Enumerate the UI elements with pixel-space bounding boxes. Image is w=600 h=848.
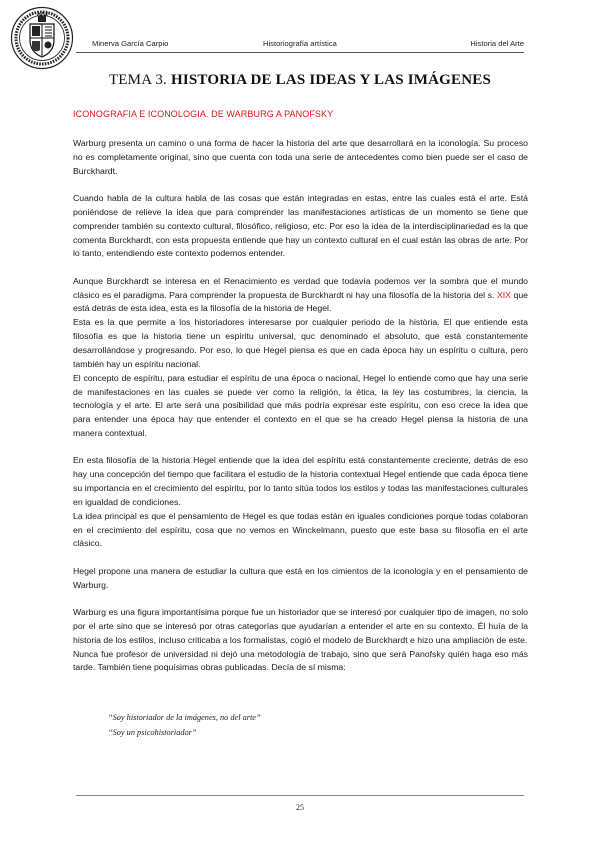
header-divider — [76, 52, 524, 53]
document-body — [73, 137, 528, 675]
title-number: TEMA 3. — [108, 72, 168, 88]
header-author: Minerva García Carpio — [92, 39, 169, 48]
quote: “Soy un psicohistoriador” — [108, 728, 197, 737]
section-subtitle: ICONOGRAFIA E ICONOLOGIA. DE WARBURG A PANOFSKY — [73, 109, 334, 119]
paragraph: Cuando habla de la cultura habla de las cosas que están integradas en estas, entre las cuales está el arte. Está poniéndose de relieve la idea que para comprender las manifestaciones artísticas de un momento se tiene que comprender también su contexto cultural, filosófico, religioso, etc. Por eso la idea de la interdisciplinariedad es la que comenta Burckhardt, con esta propuesta entiende que hay un contexto cultural en el cual están las obras de arte. Por lo tanto, entendiendo este contexto podemos entender. — [73, 193, 528, 259]
quote: “Soy historiador de la imágenes, no del arte” — [108, 713, 261, 722]
paragraph — [73, 275, 528, 317]
paragraph: Warburg es una figura importantísima porque fue un historiador que se interesó por cualquier tipo de imagen, no solo por el arte sino que se interesó por otras categorías que ayudarían a entender el arte en su contexto. Él huía de la historia de los estilos, incluso criticaba a los formalistas, cogió el modelo de Burckhardt e hizo una ampliación de este. — [73, 606, 528, 645]
header-subject: Historiografía artística — [263, 39, 337, 48]
paragraph: Hegel propone una manera de estudiar la cultura que está en los cimientos de la iconología y en el pensamiento de Warburg. — [73, 565, 528, 590]
century-highlight: XIX — [496, 289, 511, 300]
paragraph: El concepto de espíritu, para estudiar el espíritu de una época o nacional, Hegel lo entiende como que hay una serie de manifestaciones en las cuales se puede ver como la religión, la ética, la ley las costumbres, la ciencia, la tecnología y el arte. El arte será una posibilidad que más podría expresar este espíritu, con eso crece la idea que para entender una época hay que entender el contexto en el que se ha creado Hegel piensa la historia de una manera contextual. — [73, 372, 528, 439]
page-title — [0, 72, 600, 89]
paragraph: Nunca fue profesor de universidad ni dejó una metodología de trabajo, sino que será Panofsky quién haga eso más tarde. También tiene poquísimas obras publicadas. Decía de sí misma: — [73, 648, 528, 673]
footer-divider — [76, 795, 524, 796]
paragraph: En esta filosofía de la historia Hegel entiende que la idea del espíritu está constantemente creciente, detrás de eso hay una concepción del tiempo que facilitara el estudio de la historia contextual Hegel entiende que cada época tiene su importancia en el crecimiento del espíritu, por lo tanto sitúa todos los estilos y todas las manifestaciones culturales en igualdad de condiciones. — [73, 455, 528, 507]
header-course: Historia del Arte — [470, 39, 524, 48]
paragraph: Esta es la que permite a los historiadores interesarse por cualquier periodo de la història. El que entiende esta filosofía es que la historia tiene un espíritu universal, quc denominado el absoluto, que está constantemente desarrollándose y progresando. Por eso, lo que Hegel piensa es que en cada época hay un espíritu o cultura, pero también hay un espíritu nacional. — [73, 317, 528, 369]
quotes-block — [108, 710, 261, 740]
paragraph: La idea principal es que el pensamiento de Hegel es que todas están en iguales condiciones porque todas colaboran en el crecimiento del espíritu, cosa que no vemos en Winckelmann, puesto que este basa su filosofía en el arte clásico. — [73, 510, 528, 549]
page-number: 25 — [296, 803, 304, 812]
paragraph-text: Aunque Burckhardt se interesa en el Renacimiento es verdad que todavía podemos ver la sombra que el mundo clásico es el paradigma. Para comprender la propuesta de Burckhardt ni hay una filosofía de la historia del s. — [73, 275, 528, 300]
paragraph: Warburg presenta un camino o una forma de hacer la historia del arte que desarrollará en la iconología. Su proceso no es completamente original, sino que cuenta con toda una serie de antecedentes como bien puede ser el caso de Burckhardt. — [73, 138, 528, 176]
paragraph-text: que está detrás de esta idea, esta es la filosofía de la historia de Hegel. — [73, 289, 528, 314]
title-text: HISTORIA DE LAS IDEAS Y LAS IMÁGENES — [170, 72, 492, 88]
university-seal-icon — [10, 6, 74, 70]
